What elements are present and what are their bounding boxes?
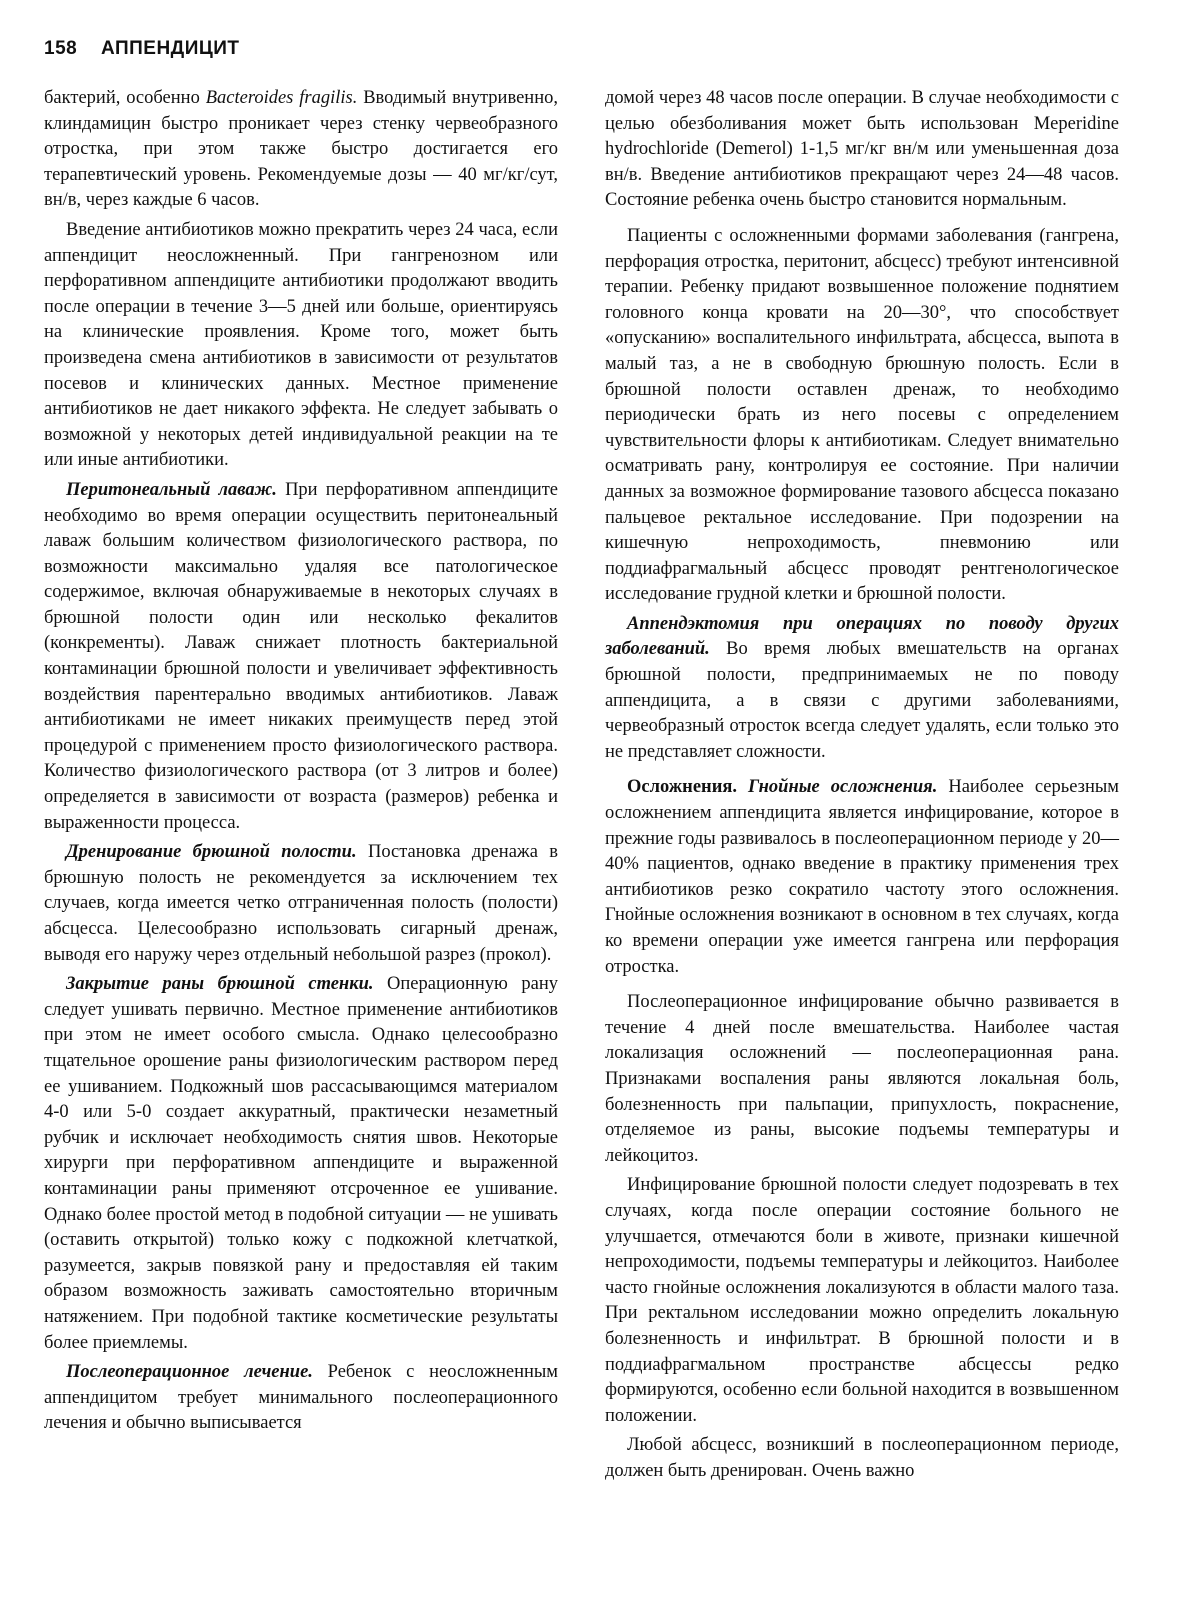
paragraph: Дренирование брюшной полости. Постановка дренажа в брюшную полость не рекомендуется за исключением тех случаев, когда имеется четко отграниченная полость (полости) абсцесса. Целесообразно использовать сигарный дренаж, выводя его наружу через отдельный небольшой разрез (прокол). — [44, 842, 558, 965]
paragraph: Любой абсцесс, возникший в послеоперационном периоде, должен быть дренирован. Очень важно — [605, 1435, 1119, 1481]
page-number: 158 — [44, 38, 78, 59]
paragraph: Осложнения. Гнойные осложнения. Наиболее серьезным осложнением аппендицита является инфицирование, которое в прежние годы развивалось в послеоперационном периоде у 20—40% пациентов, однако введение в практику применения трех антибиотиков резко сократило частоту этого осложнения. Гнойные осложнения возникают в основном в тех случаях, когда ко времени операции уже имеется гангрена или перфорация отростка. — [605, 777, 1119, 977]
paragraph: Инфицирование брюшной полости следует подозревать в тех случаях, когда после операции состояние больного не улучшается, отмечаются боли в животе, признаки кишечной непроходимости, подъемы температуры и лейкоцитоз. Наиболее часто гнойные осложнения локализуются в области малого таза. При ректальном исследовании можно определить локальную болезненность и инфильтрат. В брюшной полости и в поддиафрагмальном пространстве абсцессы редко формируются, особенно если больной находится в возвышенном положении. — [605, 1175, 1119, 1426]
paragraph: бактерий, особенно Bacteroides fragilis. Вводимый внутривенно, клиндамицин быстро проникает через стенку червеобразного отростка, при этом также быстро достигается его терапевтический уровень. Рекомендуемые дозы — 40 мг/кг/сут, вн/в, через каждые 6 часов. — [44, 88, 558, 211]
paragraph: Послеоперационное инфицирование обычно развивается в течение 4 дней после вмешательства. Наиболее частая локализация осложнений — послеоперационная рана. Признаками воспаления раны являются локальная боль, болезненность при пальпации, припухлость, покраснение, отделяемое из раны, высокие подъемы температуры и лейкоцитоз. — [605, 992, 1119, 1166]
paragraph: Введение антибиотиков можно прекратить через 24 часа, если аппендицит неосложненный. При гангренозном или перфоративном аппендиците антибиотики продолжают вводить после операции в течение 3—5 дней или больше, ориентируясь на клинические проявления. Кроме того, может быть произведена смена антибиотиков в зависимости от результатов посевов и клинических данных. Местное применение антибиотиков не дает никакого эффекта. Не следует забывать о возможной у некоторых детей индивидуальной реакции на те или иные антибиотики. — [44, 219, 558, 471]
section-heading: Перитонеальный лаваж. — [66, 479, 277, 500]
paragraph: Аппендэктомия при операциях по поводу других заболеваний. Во время любых вмешательств на органах брюшной полости, предпринимаемых не по поводу аппендицита, а в связи с другими заболеваниями, червеобразный отросток всегда следует удалять, если только это не представляет сложности. — [605, 613, 1119, 762]
section-heading: Аппендэктомия при операциях по поводу других заболеваний. — [605, 613, 1119, 660]
section-heading: Закрытие раны брюшной стенки. — [66, 974, 374, 995]
paragraph: Закрытие раны брюшной стенки. Операционную рану следует ушивать первично. Местное применение антибиотиков при этом не имеет особого смысла. Однако целесообразно тщательное орошение раны физиологическим раствором перед ее ушиванием. Подкожный шов рассасывающимся материалом 4-0 или 5-0 создает аккуратный, практически незаметный рубчик и исключает необходимость снятия швов. Некоторые хирурги при перфоративном аппендиците и выраженной контаминации раны применяют отсроченное ее ушивание. Однако более простой метод в подобной ситуации — не ушивать (оставить открытой) только кожу с подкожной клетчаткой, разумеется, закрыв повязкой рану и предоставляя ей таким образом возможность заживать самостоятельно вторичным натяжением. При подобной тактике косметические результаты более приемлемы. — [44, 974, 558, 1353]
running-header — [44, 38, 240, 60]
paragraph: домой через 48 часов после операции. В случае необходимости с целью обезболивания может быть использован Meperidine hydrochloride (Demerol) 1-1,5 мг/кг вн/м или уменьшенная доза вн/в. Введение антибиотиков прекращают через 24—48 часов. Состояние ребенка очень быстро становится нормальным. — [605, 88, 1119, 211]
left-column — [44, 86, 558, 1441]
right-column — [605, 86, 1119, 1488]
section-heading: Дренирование брюшной полости. — [66, 842, 357, 863]
section-heading: Послеоперационное лечение. — [66, 1362, 313, 1383]
paragraph: Перитонеальный лаваж. При перфоративном аппендиците необходимо во время операции осуществить перитонеальный лаваж большим количеством физиологического раствора, по возможности максимально удаляя все патологическое содержимое, включая обнаруживаемые в некоторых случаях в брюшной полости один или несколько фекалитов (конкременты). Лаваж снижает плотность бактериальной контаминации брюшной полости и увеличивает эффективность воздействия парентерально вводимых антибиотиков. Лаваж антибиотиками не имеет никаких преимуществ перед этой процедурой с применением просто физиологического раствора. Количество физиологического раствора (от 3 литров и более) определяется в зависимости от возраста (размеров) ребенка и выраженности процесса. — [44, 479, 558, 833]
paragraph: Послеоперационное лечение. Ребенок с неосложненным аппендицитом требует минимального послеоперационного лечения и обычно выписывается — [44, 1362, 559, 1434]
species-name: Bacteroides fragilis. — [205, 88, 358, 108]
paragraph: Пациенты с осложненными формами заболевания (гангрена, перфорация отростка, перитонит, абсцесс) требуют интенсивной терапии. Ребенку придают возвышенное положение поднятием головного конца кровати на 20—30°, что способствует «опусканию» воспалительного инфильтрата, абсцесса, выпота в малый таз, а не в свободную брюшную полость. Если в брюшной полости оставлен дренаж, то необходимо периодически брать из него посевы с определением чувствительности флоры к антибиотикам. Следует внимательно осматривать рану, контролируя ее состояние. При наличии данных за возможное формирование тазового абсцесса показано пальцевое ректальное исследование. При подозрении на кишечную непроходимость, пневмонию или поддиафрагмальный абсцесс проводят рентгенологическое исследование грудной клетки и брюшной полости. — [605, 225, 1119, 605]
running-title: АППЕНДИЦИТ — [100, 38, 240, 59]
section-heading: Осложнения. — [627, 777, 738, 798]
subsection-heading: Гнойные осложнения. — [748, 777, 938, 798]
